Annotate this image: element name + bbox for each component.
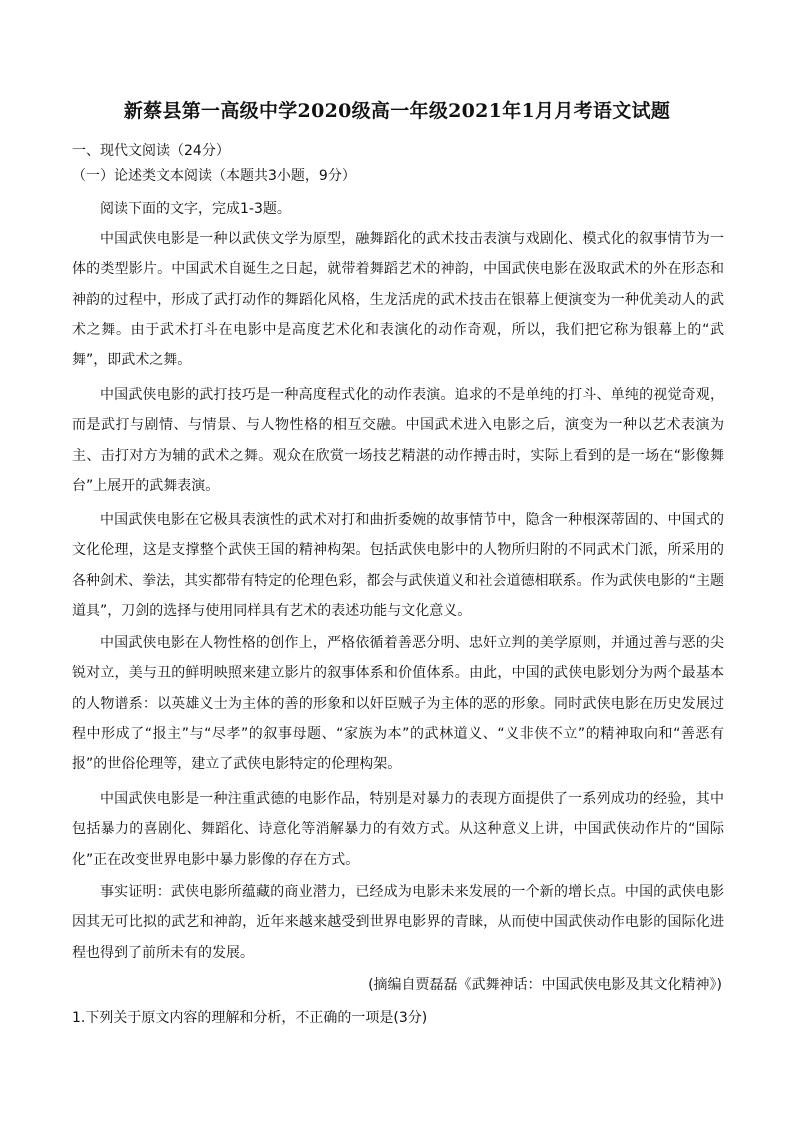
section-heading: 一、现代文阅读（24分） xyxy=(72,143,230,159)
passage-paragraph-5: 中国武侠电影是一种注重武德的电影作品，特别是对暴力的表现方面提供了一系列成功的经验，其中包括暴力的喜剧化、舞蹈化、诗意化等消解暴力的有效方式。从这种意义上讲，中国武侠动作片的“国际化”正在改变世界电影中暴力影像的存在方式。 xyxy=(72,791,724,868)
question-1: 1.下列关于原文内容的理解和分析，不正确的一项是(3分) xyxy=(72,1010,428,1026)
passage-paragraph-1: 中国武侠电影是一种以武侠文学为原型，融舞蹈化的武术技击表演与戏剧化、模式化的叙事情节为一体的类型影片。中国武术自诞生之日起，就带着舞蹈艺术的神韵，中国武侠电影在汲取武术的外在形态和神韵的过程中，形成了武打动作的舞蹈化风格，生龙活虎的武术技击在银幕上便演变为一种优美动人的武术之舞。由于武术打斗在电影中是高度艺术化和表演化的动作奇观，所以，我们把它称为银幕上的“武舞”，即武术之舞。 xyxy=(72,231,724,369)
subsection-heading: （一）论述类文本阅读（本题共3小题，9分） xyxy=(72,168,356,184)
passage-paragraph-4: 中国武侠电影在人物性格的创作上，严格依循着善恶分明、忠奸立判的美学原则，并通过善与恶的尖锐对立，美与丑的鲜明映照来建立影片的叙事体系和价值体系。由此，中国的武侠电影划分为两个最基本的人物谱系：以英雄义士为主体的善的形象和以奸臣贼子为主体的恶的形象。同时武侠电影在历史发展过程中形成了“报主”与“尽孝”的叙事母题、“家族为本”的武林道义、“义非侠不立”的精神取向和“善恶有报”的世俗伦理等，建立了武侠电影特定的伦理构架。 xyxy=(72,635,724,773)
reading-instruction: 阅读下面的文字，完成1-3题。 xyxy=(100,201,291,217)
passage-paragraph-2: 中国武侠电影的武打技巧是一种高度程式化的动作表演。追求的不是单纯的打斗、单纯的视觉奇观，而是武打与剧情、与情景、与人物性格的相互交融。中国武术进入电影之后，演变为一种以艺术表演为主、击打对方为辅的武术之舞。观众在欣赏一场技艺精湛的动作搏击时，实际上看到的是一场在“影像舞台”上展开的武舞表演。 xyxy=(72,387,724,494)
passage-paragraph-6: 事实证明：武侠电影所蕴藏的商业潜力，已经成为电影未来发展的一个新的增长点。中国的武侠电影因其无可比拟的武艺和神韵，近年来越来越受到世界电影界的青睐，从而使中国武侠动作电影的国际化进程也得到了前所未有的发展。 xyxy=(72,884,724,961)
passage-source: (摘编自贾磊磊《武舞神话：中国武侠电影及其文化精神》) xyxy=(368,977,722,993)
passage-paragraph-3: 中国武侠电影在它极具表演性的武术对打和曲折委婉的故事情节中，隐含一种根深蒂固的、中国式的文化伦理，这是支撑整个武侠王国的精神构架。包括武侠电影中的人物所归附的不同武术门派，所采用的各种剑术、拳法，其实都带有特定的伦理色彩，都会与武侠道义和社会道德相联系。作为武侠电影的“主题道具”，刀剑的选择与使用同样具有艺术的表述功能与文化意义。 xyxy=(72,512,724,619)
exam-title: 新蔡县第一高级中学2020级高一年级2021年1月月考语文试题 xyxy=(123,100,671,122)
